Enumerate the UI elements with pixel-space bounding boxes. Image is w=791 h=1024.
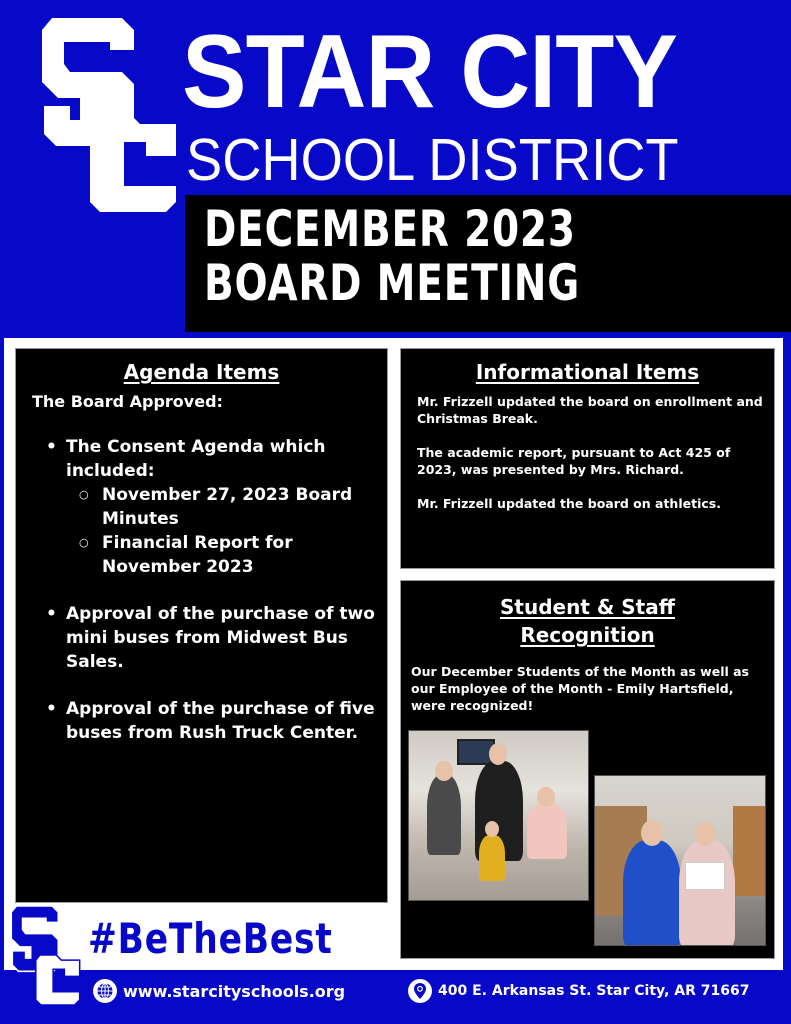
agenda-item — [16, 697, 387, 745]
meeting-banner — [185, 195, 791, 332]
banner-line-2: BOARD MEETING — [204, 254, 580, 312]
students-of-the-month-photo — [408, 730, 589, 901]
agenda-item-text: Approval of the purchase of five buses from Rush Truck Center. — [66, 699, 375, 743]
person-head — [435, 761, 453, 781]
banner-line-1: DECEMBER 2023 — [204, 200, 576, 258]
agenda-panel — [15, 348, 388, 903]
door — [733, 806, 766, 896]
sc-logo — [40, 16, 180, 212]
agenda-item — [16, 602, 387, 674]
website-link[interactable] — [93, 978, 345, 1004]
agenda-subitem: ○ Financial Report for November 2023 — [66, 531, 377, 579]
recognition-title — [401, 593, 774, 649]
agenda-item — [16, 435, 387, 579]
person — [527, 803, 567, 859]
employee-of-the-month-photo — [594, 775, 766, 946]
content-area — [4, 338, 783, 970]
agenda-item-text: The Consent Agenda which included: — [66, 437, 326, 481]
agenda-title: Agenda Items — [123, 360, 280, 384]
recognition-text: Our December Students of the Month as well as our Employee of the Month - Emily Hartsfield, were recognized! — [411, 664, 750, 713]
globe-icon — [93, 979, 117, 1003]
agenda-lead: The Board Approved: — [32, 392, 223, 411]
person — [623, 840, 681, 946]
recognition-panel — [400, 580, 775, 959]
map-pin-icon — [408, 979, 432, 1003]
person — [427, 775, 461, 855]
tagline: #BeTheBest — [88, 914, 333, 963]
address-text: 400 E. Arkansas St. Star City, AR 71667 — [438, 983, 750, 999]
agenda-list — [16, 435, 387, 745]
person-head — [489, 743, 507, 765]
certificate — [685, 862, 725, 890]
person-head — [695, 822, 715, 846]
agenda-sublist — [66, 483, 377, 579]
person — [479, 835, 505, 881]
agenda-subitem: ○ November 27, 2023 Board Minutes — [66, 483, 377, 531]
recognition-title-line-2: Recognition — [520, 623, 655, 647]
info-paragraph: Mr. Frizzell updated the board on athletics. — [417, 496, 721, 511]
address — [408, 978, 749, 1004]
agenda-item-text: Approval of the purchase of two mini buses from Midwest Bus Sales. — [66, 604, 375, 672]
person-head — [537, 787, 555, 807]
website-text: www.starcityschools.org — [123, 981, 346, 1001]
info-paragraph: The academic report, pursuant to Act 425 of 2023, was presented by Mrs. Richard. — [417, 445, 731, 477]
district-subtitle: SCHOOL DISTRICT — [186, 127, 679, 193]
info-paragraph: Mr. Frizzell updated the board on enrollment and Christmas Break. — [417, 394, 763, 426]
district-title: STAR CITY — [182, 14, 677, 130]
informational-panel — [400, 348, 775, 569]
person-head — [485, 821, 499, 837]
banner-heading — [204, 202, 580, 310]
person — [679, 840, 735, 946]
sc-logo-outline — [10, 905, 82, 1005]
recognition-title-line-1: Student & Staff — [500, 595, 675, 619]
person-head — [641, 820, 663, 846]
informational-title: Informational Items — [475, 360, 700, 384]
